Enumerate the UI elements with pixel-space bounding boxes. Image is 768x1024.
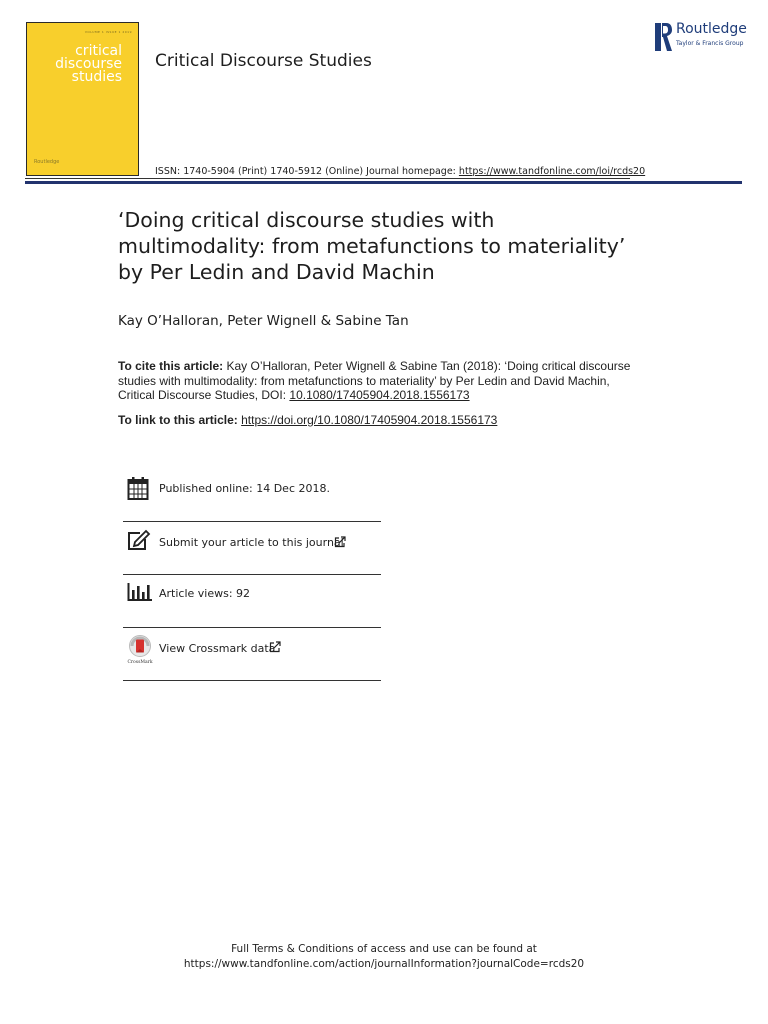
journal-cover-image[interactable] xyxy=(26,22,139,176)
publisher-logo[interactable] xyxy=(652,21,748,53)
publisher-name: Routledge xyxy=(676,21,747,37)
published-online-text: Published online: 14 Dec 2018. xyxy=(159,482,330,495)
citation-line-3 xyxy=(118,388,658,403)
bar-chart-icon xyxy=(127,582,153,602)
submit-article-link[interactable]: Submit your article to this journal xyxy=(159,536,344,549)
info-divider xyxy=(123,521,381,522)
article-views-row xyxy=(123,582,381,626)
cover-title xyxy=(55,45,122,84)
issn-line xyxy=(155,166,645,177)
submit-article-row[interactable] xyxy=(123,529,381,573)
cover-topline: VOLUME 1 ISSUE 1 2019 xyxy=(84,30,132,34)
journal-name: Critical Discourse Studies xyxy=(155,51,372,71)
article-authors: Kay O’Halloran, Peter Wignell & Sabine Tan xyxy=(118,313,409,329)
article-title-line: multimodality: from metafunctions to materiality’ xyxy=(118,234,626,258)
calendar-icon xyxy=(127,476,149,501)
crossmark-link[interactable]: View Crossmark data xyxy=(159,642,276,655)
citation-line-1 xyxy=(118,359,658,374)
cover-title-line: critical xyxy=(75,43,122,59)
cite-text-3: Critical Discourse Studies, DOI: xyxy=(118,388,290,402)
cover-title-line: studies xyxy=(71,69,122,85)
article-title-line: by Per Ledin and David Machin xyxy=(118,260,435,284)
header-divider-thick xyxy=(25,181,742,184)
footer-terms-text: Full Terms & Conditions of access and use can be found at xyxy=(231,943,537,955)
crossmark-logo-text: CrossMark xyxy=(127,660,153,665)
info-divider xyxy=(123,574,381,575)
article-views-text: Article views: 92 xyxy=(159,587,251,600)
citation-block xyxy=(118,359,658,403)
crossmark-row[interactable] xyxy=(123,635,381,679)
cover-bottom-text: Routledge xyxy=(34,159,60,165)
journal-homepage-link[interactable]: https://www.tandfonline.com/loi/rcds20 xyxy=(458,166,646,177)
article-url-link[interactable]: https://doi.org/10.1080/17405904.2018.1556173 xyxy=(241,413,498,427)
info-divider xyxy=(123,680,381,681)
cite-label: To cite this article: xyxy=(118,359,224,373)
issn-text: ISSN: 1740-5904 (Print) 1740-5912 (Online) Journal homepage: xyxy=(155,166,459,177)
header-divider xyxy=(25,178,630,179)
routledge-logo-icon xyxy=(655,23,673,51)
cover-title-line: discourse xyxy=(55,56,122,72)
cite-text-1: Kay O’Halloran, Peter Wignell & Sabine Tan (2018): ‘Doing critical discourse xyxy=(223,359,631,373)
footer-terms-url[interactable]: https://www.tandfonline.com/action/journalInformation?journalCode=rcds20 xyxy=(183,958,585,970)
link-label: To link to this article: xyxy=(118,413,242,427)
citation-line-2: studies with multimodality: from metafunctions to materiality’ by Per Ledin and David Machin, xyxy=(118,373,610,388)
article-title-line: ‘Doing critical discourse studies with xyxy=(118,208,495,232)
info-divider xyxy=(123,627,381,628)
doi-link[interactable]: 10.1080/17405904.2018.1556173 xyxy=(289,388,470,402)
edit-icon xyxy=(127,529,151,551)
external-link-icon xyxy=(269,641,281,653)
footer xyxy=(0,942,768,972)
crossmark-icon xyxy=(127,635,153,665)
external-link-icon xyxy=(334,536,346,548)
published-online-row xyxy=(123,476,381,520)
publisher-subtitle: Taylor & Francis Group xyxy=(676,40,744,47)
article-title xyxy=(118,207,718,285)
article-link-line xyxy=(118,413,497,428)
